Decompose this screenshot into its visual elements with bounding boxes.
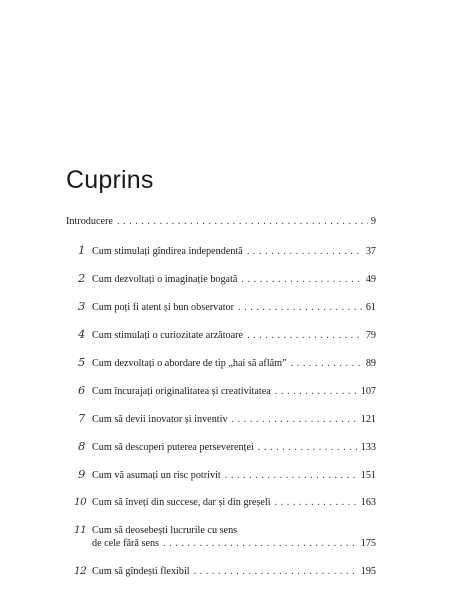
toc-entry-title: Cum dezvoltați o imaginație bogată bbox=[92, 274, 238, 285]
toc-entry-page: 151 bbox=[360, 470, 376, 481]
chapter-number: 2 bbox=[78, 271, 86, 285]
chapter-number: 3 bbox=[78, 299, 86, 313]
dot-leader bbox=[247, 329, 363, 342]
chapter-number: 9 bbox=[78, 467, 86, 481]
dot-leader bbox=[225, 469, 358, 482]
toc-entry-title: Cum poți fi atent și bun observator bbox=[92, 302, 235, 313]
dot-leader bbox=[163, 537, 358, 550]
toc-entry-page: 133 bbox=[360, 442, 376, 453]
chapter-number: 1 bbox=[78, 243, 86, 257]
dot-leader bbox=[275, 496, 358, 509]
toc-entry-title: Cum să înveți din succese, dar și din greșeli bbox=[92, 497, 271, 508]
dot-leader bbox=[232, 413, 358, 426]
toc-entry-page: 195 bbox=[360, 566, 376, 577]
toc-entry-line bbox=[66, 537, 376, 550]
chapter-number: 8 bbox=[78, 439, 86, 453]
page-title: Cuprins bbox=[66, 166, 154, 194]
toc-entry-page: 49 bbox=[365, 274, 376, 285]
toc-entry-page: 121 bbox=[360, 414, 376, 425]
toc-entry-page: 61 bbox=[365, 302, 376, 313]
toc-entry-title: Cum vă asumați un risc potrivit bbox=[92, 470, 221, 481]
table-of-contents bbox=[66, 215, 376, 593]
chapter-number: 5 bbox=[78, 355, 86, 369]
toc-entry-chapter-8[interactable] bbox=[66, 440, 376, 453]
toc-entry-title: Cum să gîndești flexibil bbox=[92, 566, 190, 577]
toc-entry-page: 107 bbox=[360, 386, 376, 397]
toc-entry-title-continued: de cele fără sens bbox=[92, 538, 160, 549]
toc-entry-title: Introducere bbox=[66, 216, 113, 227]
toc-entry-page: 9 bbox=[370, 216, 376, 227]
toc-entry-chapter-4[interactable] bbox=[66, 328, 376, 341]
toc-entry-page: 163 bbox=[360, 497, 376, 508]
chapter-number: 11 bbox=[74, 524, 87, 536]
toc-entry-title: Cum să devii inovator și inventiv bbox=[92, 414, 228, 425]
toc-entry-chapter-9[interactable] bbox=[66, 468, 376, 481]
chapter-number: 12 bbox=[74, 565, 87, 577]
chapter-number: 10 bbox=[74, 496, 87, 508]
toc-entry-page: 37 bbox=[365, 246, 376, 257]
dot-leader bbox=[291, 357, 363, 370]
toc-entry-introduction[interactable] bbox=[66, 215, 376, 228]
toc-entry-chapter-10[interactable] bbox=[66, 496, 376, 509]
dot-leader bbox=[194, 565, 358, 578]
toc-entry-chapter-6[interactable] bbox=[66, 384, 376, 397]
toc-entry-title: Cum să deosebești lucrurile cu sens bbox=[92, 525, 238, 536]
toc-entry-title: Cum să descoperi puterea perseverenței bbox=[92, 442, 254, 453]
dot-leader bbox=[241, 273, 362, 286]
dot-leader bbox=[117, 215, 368, 228]
toc-entry-chapter-12[interactable] bbox=[66, 565, 376, 578]
toc-entry-chapter-5[interactable] bbox=[66, 356, 376, 369]
toc-entry-chapter-2[interactable] bbox=[66, 272, 376, 285]
chapter-number: 4 bbox=[78, 327, 86, 341]
toc-entry-page: 79 bbox=[365, 330, 376, 341]
toc-entry-title: Cum stimulați gîndirea independentă bbox=[92, 246, 243, 257]
toc-entry-title: Cum dezvoltați o abordare de tip „hai să aflăm” bbox=[92, 358, 287, 369]
toc-entry-title: Cum încurajați originalitatea și creativitatea bbox=[92, 386, 271, 397]
toc-entry-chapter-3[interactable] bbox=[66, 300, 376, 313]
dot-leader bbox=[258, 441, 358, 454]
toc-entry-chapter-7[interactable] bbox=[66, 412, 376, 425]
toc-entry-page: 175 bbox=[360, 538, 376, 549]
toc-entry-chapter-1[interactable] bbox=[66, 244, 376, 257]
toc-entry-page: 89 bbox=[365, 358, 376, 369]
toc-entry-title: Cum stimulați o curiozitate arzătoare bbox=[92, 330, 244, 341]
dot-leader bbox=[238, 301, 363, 314]
chapter-number: 7 bbox=[78, 411, 86, 425]
chapter-number: 6 bbox=[78, 383, 86, 397]
toc-entry-line bbox=[66, 524, 376, 537]
dot-leader bbox=[275, 385, 358, 398]
dot-leader bbox=[247, 245, 363, 258]
toc-entry-chapter-11[interactable] bbox=[66, 524, 376, 550]
